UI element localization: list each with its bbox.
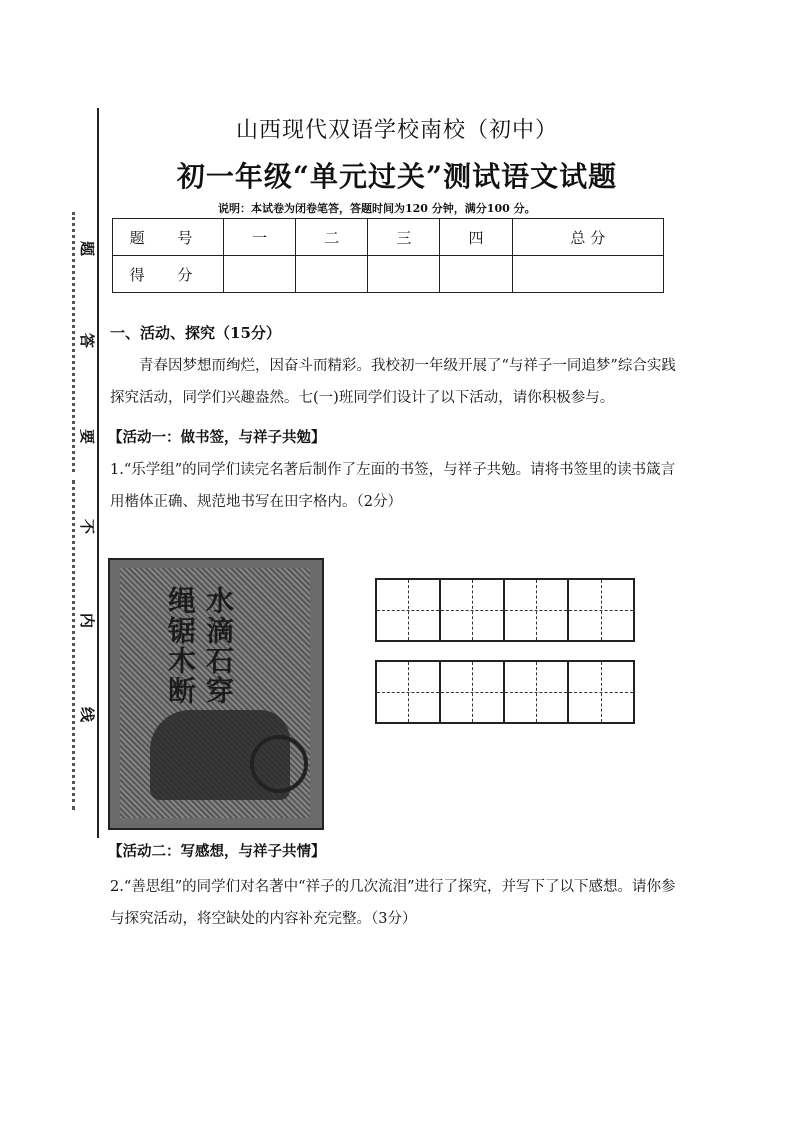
- section-heading: 一、活动、探究（15分）: [110, 324, 281, 342]
- seal-dotted-line-lower: [72, 480, 75, 810]
- bookmark-text-right: 水滴石穿: [202, 586, 235, 706]
- bookmark-image: [108, 558, 324, 830]
- tianzige-grid-row-1: [375, 578, 635, 642]
- margin-char-6: 线: [78, 706, 97, 723]
- tianzige-cell[interactable]: [441, 662, 505, 722]
- score-cell: 二: [296, 219, 368, 256]
- score-table: [112, 218, 664, 293]
- score-table-header-row: [113, 219, 664, 256]
- score-input-cell[interactable]: [440, 256, 512, 293]
- tianzige-cell[interactable]: [377, 662, 441, 722]
- tianzige-cell[interactable]: [505, 580, 569, 640]
- margin-char-2: 答: [78, 332, 97, 349]
- score-cell: 得 分: [113, 256, 224, 293]
- score-input-cell[interactable]: [296, 256, 368, 293]
- question-1: 1.“乐学组”的同学们读完名著后制作了左面的书签，与祥子共勉。请将书签里的读书箴言用楷体正确、规范地书写在田字格内。（2分）: [110, 462, 676, 510]
- activity-one-heading: 【活动一：做书签，与祥子共勉】: [108, 429, 326, 446]
- score-cell: 总 分: [512, 219, 663, 256]
- intro-paragraph: 青春因梦想而绚烂，因奋斗而精彩。我校初一年级开展了“与祥子一同追梦”综合实践探究活动，同学们兴趣盎然。七(一)班同学们设计了以下活动，请你积极参与。: [110, 358, 676, 406]
- tianzige-cell[interactable]: [505, 662, 569, 722]
- score-cell: 四: [440, 219, 512, 256]
- tianzige-grid-row-2: [375, 660, 635, 724]
- bookmark-text-left: 绳锯木断: [164, 586, 197, 706]
- seal-dotted-line-upper: [72, 212, 75, 472]
- score-input-cell[interactable]: [512, 256, 663, 293]
- tianzige-cell[interactable]: [569, 662, 633, 722]
- tianzige-cell[interactable]: [441, 580, 505, 640]
- tianzige-cell[interactable]: [569, 580, 633, 640]
- score-table-score-row: [113, 256, 664, 293]
- score-cell: 题 号: [113, 219, 224, 256]
- margin-char-4: 不: [78, 518, 97, 535]
- score-cell: 一: [224, 219, 296, 256]
- score-input-cell[interactable]: [368, 256, 440, 293]
- school-name: 山西现代双语学校南校（初中）: [235, 118, 558, 143]
- exam-title: 初一年级“单元过关”测试语文试题: [176, 160, 618, 193]
- tianzige-cell[interactable]: [377, 580, 441, 640]
- margin-char-3: 要: [78, 428, 97, 445]
- margin-char-1: 题: [78, 240, 97, 257]
- binding-line: [97, 108, 99, 838]
- question-2: 2.“善思组”的同学们对名著中“祥子的几次流泪”进行了探究，并写下了以下感想。请你参与探究活动，将空缺处的内容补充完整。（3分）: [110, 879, 676, 927]
- margin-char-5: 内: [78, 612, 97, 629]
- exam-note: 说明：本试卷为闭卷笔答，答题时间为120 分钟，满分100 分。: [218, 202, 536, 215]
- activity-two-heading: 【活动二：写感想，与祥子共情】: [108, 843, 326, 860]
- score-input-cell[interactable]: [224, 256, 296, 293]
- rickshaw-wheel-illustration: [250, 735, 308, 793]
- score-cell: 三: [368, 219, 440, 256]
